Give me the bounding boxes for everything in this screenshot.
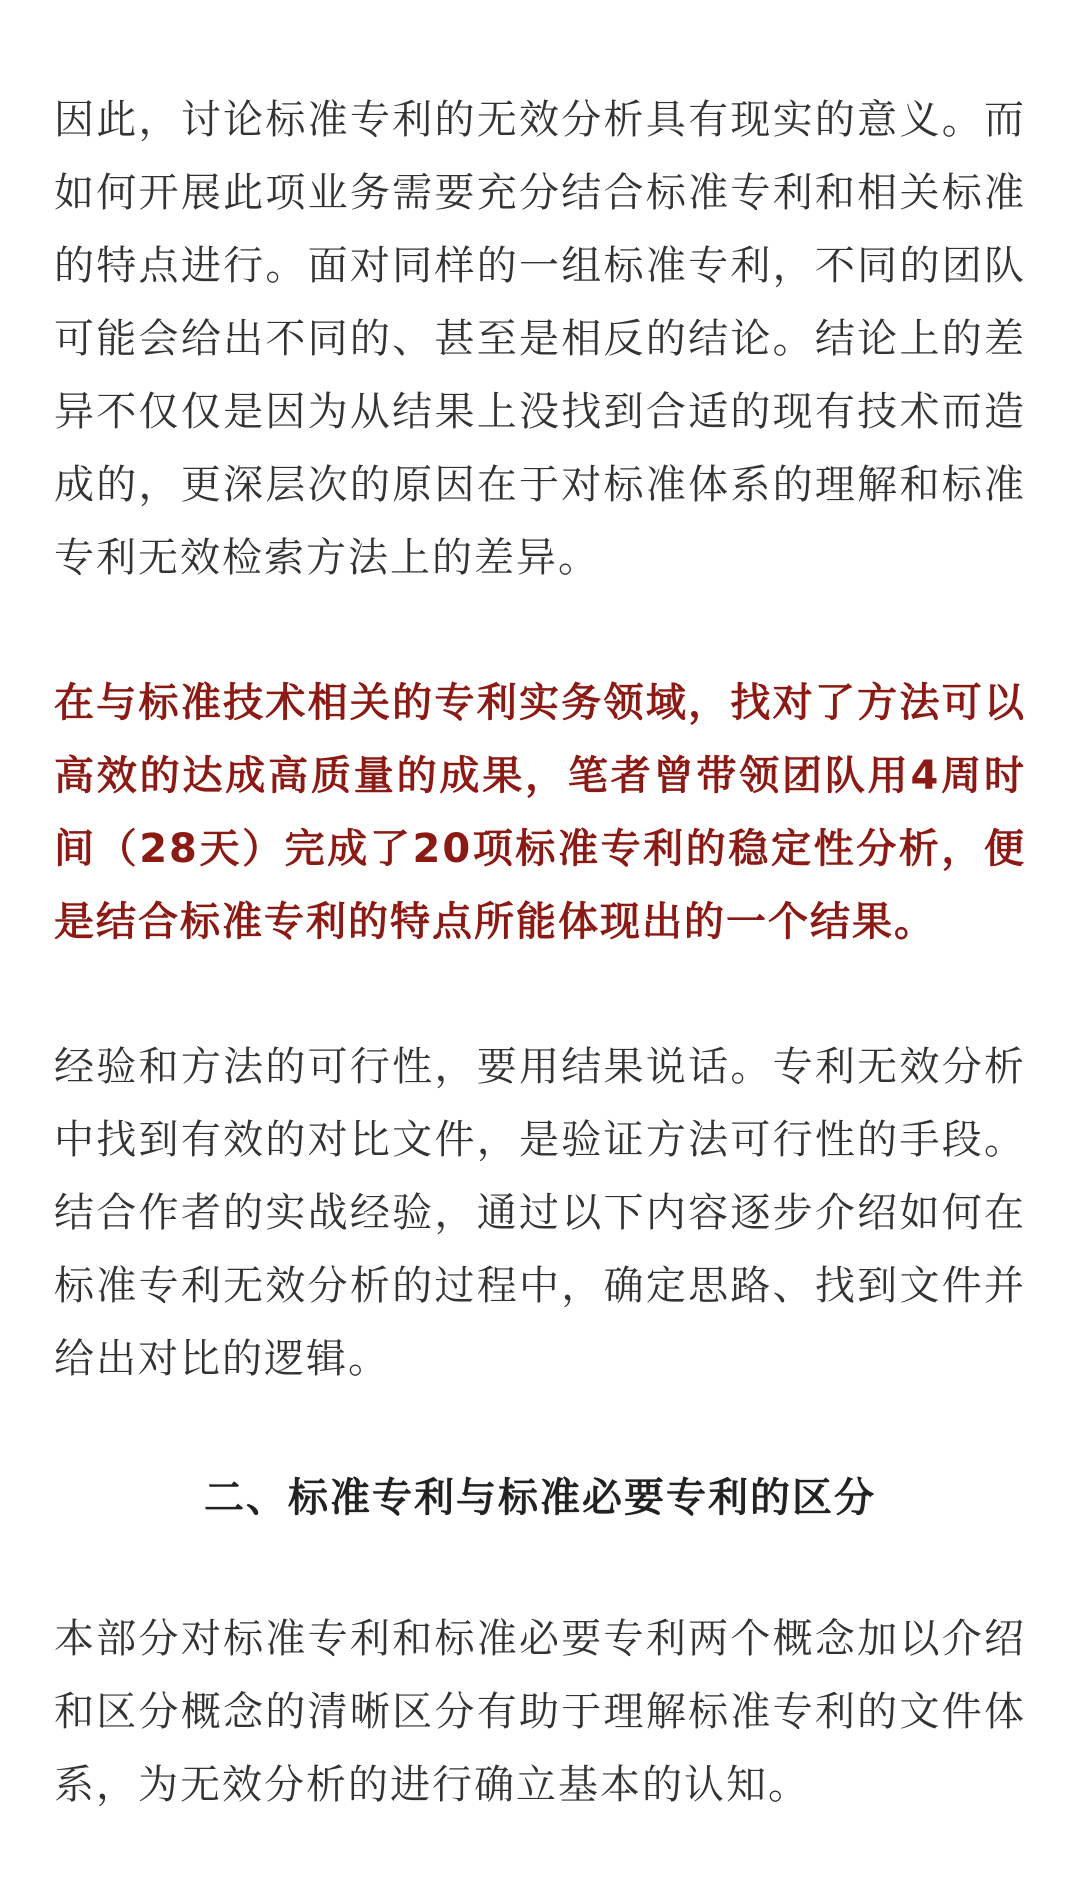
highlight-paragraph: 在与标准技术相关的专利实务领域，找对了方法可以高效的达成高质量的成果，笔者曾带领团队用4周时间（28天）完成了20项标准专利的稳定性分析，便是结合标准专利的特点所能体现出的一个结果。 [54, 680, 1026, 945]
paragraph-methodology: 经验和方法的可行性，要用结果说话。专利无效分析中找到有效的对比文件，是验证方法可行性的手段。结合作者的实战经验，通过以下内容逐步介绍如何在标准专利无效分析的过程中，确定思路、找到文件并给出对比的逻辑。 [54, 1044, 1026, 1382]
paragraph-significance: 因此，讨论标准专利的无效分析具有现实的意义。而如何开展此项业务需要充分结合标准专利和相关标准的特点进行。面对同样的一组标准专利，不同的团队可能会给出不同的、甚至是相反的结论。结论上的差异不仅仅是因为从结果上没找到合适的现有技术而造成的，更深层次的原因在于对标准体系的理解和标准专利无效检索方法上的差异。 [54, 97, 1026, 581]
paragraph-section-intro: 本部分对标准专利和标准必要专利两个概念加以介绍和区分概念的清晰区分有助于理解标准专利的文件体系，为无效分析的进行确立基本的认知。 [54, 1616, 1026, 1808]
section-heading: 二、标准专利与标准必要专利的区分 [204, 1475, 876, 1521]
